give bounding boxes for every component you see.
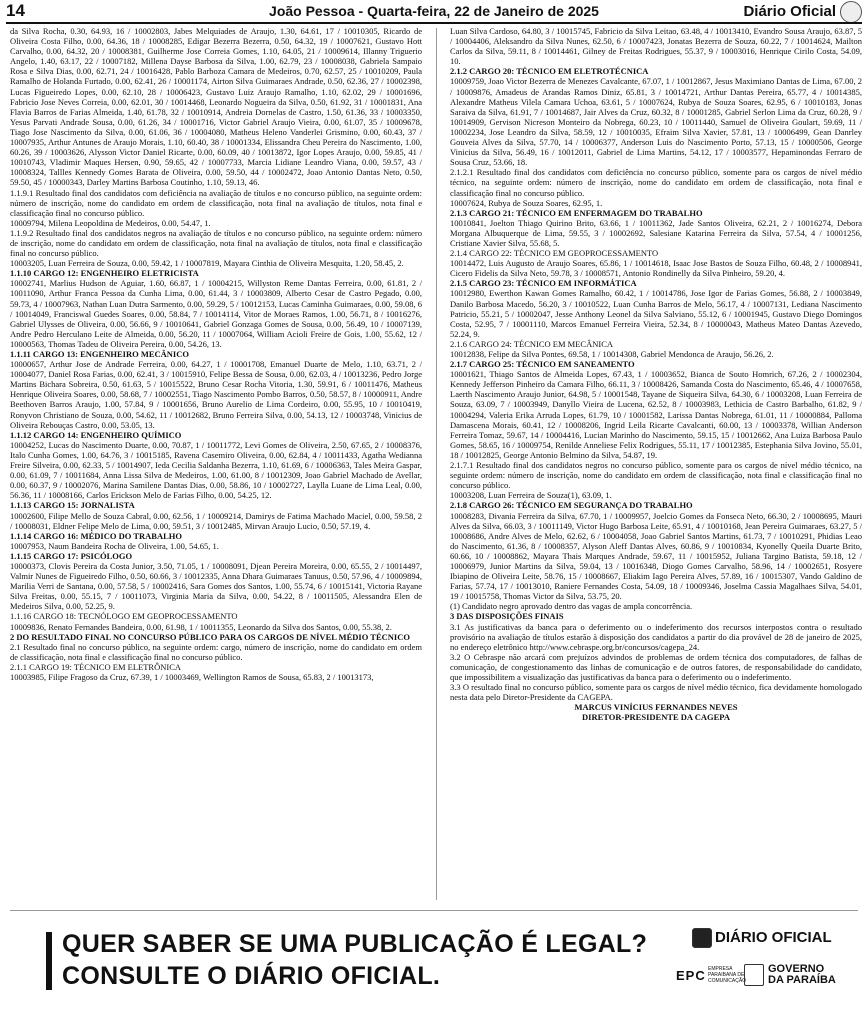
- right-heading: 2.1.7 CARGO 25: TÉCNICO EM SANEAMENTO: [450, 359, 635, 370]
- left-heading: 1.1.12 CARGO 14: ENGENHEIRO QUÍMICO: [10, 429, 182, 440]
- left-paragraph: 2.1.1 CARGO 19: TÉCNICO EM ELETRÔNICA: [10, 661, 182, 672]
- right-paragraph: 2.1.2.1 Resultado final dos candidatos com deficiência no concurso público, somente para os cargos de nível médio técnico, na seguinte ordem: número de inscrição, nome do candidato em ordem de classificação, nota final e classificação final no concurso público.: [450, 167, 862, 198]
- right-column: [450, 26, 862, 906]
- left-heading: 1.1.15 CARGO 17: PSICÓLOGO: [10, 550, 133, 561]
- diario-oficial-label: DIÁRIO OFICIAL: [715, 928, 832, 946]
- right-paragraph: 10009759, Joao Victor Bezerra de Menezes Cavalcante, 67.07, 1 / 10012867, Jesus Maximiano Dantas de Lima, 67.00, 2 / 10009876, Amadeus de Arandas Ramos Diniz, 65.81, 3 / 10014721, Arthur Dantas Pereira, 65.77, 4 / 10014385, Alexandre Matheus Vilela Camara Uchoa, 63.61, 5 / 10007624, Rubya de Souza Soares, 62.95, 6 / 10010183, Jonas Saraiva da Silva, 61.91, 7 / 10014687, Jair Alves da Cruz, 60.32, 8 / 10001285, Gabriel Serlon Lima da Cruz, 60.28, 9 / 10014909, Gervison Nicreson Monteiro da Nobrega, 60.23, 10 / 10011440, Samuel de Oliveira Goulart, 59.69, 11 / 10002234, Jose Leandro da Silva, 58.59, 12 / 10010035, Efraim Silva Xavier, 57.81, 13 / 10006499, Gean Danrley Gouveia Alves da Silva, 57.70, 14 / 10006377, Anderson Luis do Nascimento Porto, 57.13, 15 / 10000506, George Vinicius da Silva, 56.49, 16 / 10012011, Gabriel de Lima Martins, 54.12, 17 / 10003577, Hepaminondas Ferraro de Sousa Cruz, 53.66, 18.: [450, 76, 862, 168]
- right-paragraph: 10003208, Luan Ferreira de Souza(1), 63.09, 1.: [450, 490, 612, 501]
- promo-banner: [46, 928, 666, 1000]
- diario-oficial-logo: [692, 928, 832, 948]
- left-heading: 1.1.14 CARGO 16: MÉDICO DO TRABALHO: [10, 530, 182, 541]
- column-divider: [436, 28, 437, 900]
- page-number: 14: [6, 1, 25, 20]
- left-paragraph: 10009836, Renato Fernandes Bandeira, 0.00, 61.98, 1 / 10011355, Leonardo da Silva dos Santos, 0.00, 55.38, 2.: [10, 621, 392, 632]
- left-paragraph: da Silva Rocha, 0.30, 64.93, 16 / 10002803, Jabes Melquiades de Araujo, 1.30, 64.61, 17 / 10010305, Ricardo de Oliveira Costa Filho, 0.00, 64.36, 18 / 10008285, Edigar Bezerra Bezerra, 0.50, 64.32, 19 / 10007621, Gustavo Hott Carvalho, 0.00, 64.32, 20 / 10008381, Guilherme Jose Correia Gomes, 1.10, 64.05, 21 / 10009614, Illanny Triguerio Angelo, 1.40, 63.17, 22 / 10007182, Millena Dayse Barbosa da Silva, 1.00, 62.79, 23 / 10008038, Gabriela Sampaio Rosa e Silva Dias, 0.00, 62.71, 24 / 10016428, Pablo Barboza Camara de Medeiros, 0.70, 62.57, 25 / 10010209, Paula Ramalho de Holanda Furtado, 0.00, 62.41, 26 / 10001174, Airton Silva Guimaraes Andrade, 0.50, 62.36, 27 / 10002398, Lucas Figueiredo Lopes, 0.00, 62.10, 28 / 10006423, Gustavo Luiz Araujo Ramalho, 1.10, 62.02, 29 / 10001696, Fabricio Jose Neves Correia, 0.00, 62.01, 30 / 10014468, Leonardo Nogueira da Silva, 0.50, 61.92, 31 / 10001831, Ana Flavia Barros de Farias Almeida, 1.40, 61.78, 32 / 10010914, Andreia Dornelas de Castro, 1.50, 61.36, 33 / 10003350, Yesus Parvati Andrade Sousa, 0.00, 61.26, 34 / 10001716, Victor Gabriel Araujo Vieira, 0.00, 61.07, 35 / 10009678, Tiago Jose Nascimento da Silva, 0.00, 61.06, 36 / 10004080, Matheus Heleno Vanderlei Grismino, 0.00, 60.43, 37 / 10007935, Arthur Antunes de Araujo Morais, 1.10, 60.40, 38 / 10001334, Elissandra Cheu Pereira do Nascimento, 1.00, 60.26, 39 / 10003626, Alysson Victor Daniel Ricarte, 0.00, 60.09, 40 / 10013872, Igor Lopes Araujo, 0.00, 59.85, 41 / 10010743, Vladimir Maques Hersen, 0.90, 59.65, 42 / 10007733, Marcia Lidiane Leandro Viana, 0.00, 59.57, 43 / 10008324, Tallles Kennedy Gomes Barata de Oliveira, 0.00, 59.50, 44 / 10002472, Joao Antonio Dantas Neto, 0.50, 59.50, 45 / 10000343, Darley Martins Barbosa Coutinho, 1.10, 59.13, 46.: [10, 26, 422, 188]
- left-paragraph: 2.1 Resultado final no concurso público, na seguinte ordem: cargo, número de inscrição, nome do candidato em ordem de classificação, nota final e classificação final no concurso público.: [10, 641, 422, 662]
- right-paragraph: 10012980, Ewerthon Kawan Gomes Ramalho, 60.42, 1 / 10014786, Jose Igor de Farias Gomes, 56.88, 2 / 10003849, Danilo Barbosa Macedo, 56.20, 3 / 10010522, Luan Cunha Barros de Melo, 56.17, 4 / 10007131, Lediana Nascimento Patricio, 55.21, 5 / 10002047, Jesse Anthony Leonel da Silva Salviano, 55.12, 6 / 10001945, Gustavo Diego Domingos Costa, 52.95, 7 / 10001110, Marcos Emanuel Ferreira Vieira, 52.34, 8 / 10000043, Matheus Mateo Dantas Azevedo, 52.24, 9.: [450, 288, 862, 339]
- banner-bar: [46, 932, 52, 990]
- page-header: [0, 0, 868, 24]
- left-paragraph: 10003985, Filipe Fragoso da Cruz, 67.39, 1 / 10003469, Wellington Ramos de Sousa, 65.83, 2 / 10013173,: [10, 672, 374, 682]
- right-heading: 2.1.2 CARGO 20: TÉCNICO EM ELETROTÉCNICA: [450, 66, 649, 77]
- left-paragraph: 1.1.9.2 Resultado final dos candidatos negros na avaliação de títulos e no concurso público, na seguinte ordem: número de inscrição, nome do candidato em ordem de classificação, nota final na avaliação de títulos, nota final e classificação final no concurso público.: [10, 227, 422, 259]
- gov-line-2: DA PARAÍBA: [768, 974, 836, 986]
- footer-rule: [10, 910, 858, 911]
- right-paragraph: 10012838, Felipe da Silva Pontes, 69.58, 1 / 10014308, Gabriel Mendonca de Araujo, 56.26, 2.: [450, 349, 774, 359]
- right-paragraph: 2.1.7.1 Resultado final dos candidatos negros no concurso público, somente para os cargos de nível médio técnico, na seguinte ordem: número de inscrição, nome do candidato em ordem de classificação, nota final e classificação final no concurso público.: [450, 460, 862, 491]
- banner-line-2: CONSULTE O DIÁRIO OFICIAL.: [62, 962, 441, 990]
- right-paragraph: 3.1 As justificativas da banca para o deferimento ou o indeferimento dos recursos interpostos contra o resultado provisório na avaliação de títulos estarão à disposição dos candidatos a partir do dia provável de 28 de janeiro de 2025, no endereço eletrônico http://www.cebraspe.org.br/concursos/cagepa_24.: [450, 621, 862, 652]
- right-paragraph: 10007624, Rubya de Souza Soares, 62.95, 1.: [450, 197, 603, 208]
- right-paragraph: 3.3 O resultado final no concurso público, somente para os cargos de nível médio técnico, fica devidamente homologado nesta data pelo Diretor-Presidente da CAGEPA.: [450, 682, 862, 703]
- left-paragraph: 1.1.9.1 Resultado final dos candidatos com deficiência na avaliação de títulos e no concurso público, na seguinte ordem: número de inscrição, nome do candidato em ordem de classificação, nota final na avaliação de títulos, nota final e classificação final no concurso público.: [10, 187, 422, 218]
- left-paragraph: 10004252, Lucas do Nascimento Duarte, 0.00, 70.87, 1 / 10011772, Levi Gomes de Oliveira, 2.50, 67.65, 2 / 10008376, Italo Cunha Gomes, 1.00, 64.76, 3 / 10015185, Ravena Casemiro Oliveira, 0.00, 62.84, 4 / 10011433, Agatha Wedianna Freire Silveira, 0.00, 62.33, 5 / 10014907, Ieda Cecilia Saldanha Bezerra, 1.10, 61.69, 6 / 10006363, Tales Meira Gaspar, 0.00, 61.09, 7 / 10011684, Anna Lissa Silva de Medeiros, 1.00, 61.00, 8 / 10012309, Joao Gabriel Machado de Avellar, 0.00, 60.37, 9 / 10002076, Marina Samilene Dantas Dias, 0.00, 58.86, 10 / 10002727, Laylla Luane de Lima Leal, 0.00, 56.36, 11 / 10008166, Carlos Erickson Melo de Farias Filho, 0.00, 54.25, 12.: [10, 439, 422, 501]
- right-paragraph: Luan Silva Cardoso, 64.80, 3 / 10015745, Fabricio da Silva Leitao, 63.48, 4 / 10013410, Evandro Sousa Araujo, 63.87, 5 / 10004406, Aleksandro da Silva Nunes, 62.50, 6 / 10007423, Jonatas Bezerra de Souza, 60.22, 7 / 10014624, Mailton Carlos da Silva, 59.11, 8 / 10014461, Gilney de Freitas Rodrigues, 55.37, 9 / 10003016, Henrique Cirilo Costa, 54.09, 10.: [450, 26, 862, 67]
- epc-caption: EMPRESA PARAIBANA DE COMUNICAÇÃO: [708, 966, 747, 984]
- right-paragraph: 10014472, Luis Augusto de Araujo Soares, 65.86, 1 / 10014618, Isaac Jose Bastos de Souza Filho, 60.48, 2 / 10008941, Cicero Fidelis da Silva Neto, 59.78, 3 / 10008571, Antonio Rondinelly da Silva Pinheiro, 59.20, 4.: [450, 258, 862, 279]
- publication-brand: Diário Oficial: [743, 3, 836, 20]
- left-heading: 2 DO RESULTADO FINAL NO CONCURSO PÚBLICO PARA OS CARGOS DE NÍVEL MÉDIO TÉCNICO: [10, 631, 410, 642]
- left-paragraph: 1.1.16 CARGO 18: TECNÓLOGO EM GEOPROCESSAMENTO: [10, 611, 238, 622]
- right-heading: 2.1.8 CARGO 26: TÉCNICO EM SEGURANÇA DO TRABALHO: [450, 500, 693, 511]
- right-heading: 2.1.3 CARGO 21: TÉCNICO EM ENFERMAGEM DO TRABALHO: [450, 207, 703, 218]
- right-signature: DIRETOR-PRESIDENTE DA CAGEPA: [582, 712, 730, 723]
- government-crest-icon: [744, 964, 764, 986]
- left-heading: 1.1.11 CARGO 13: ENGENHEIRO MECÂNICO: [10, 349, 189, 359]
- epc-logo: EPC: [676, 968, 706, 983]
- left-column: [10, 26, 422, 906]
- left-paragraph: 10000657, Arthur Jose de Andrade Ferreira, 0.00, 64.27, 1 / 10001708, Emanuel Duarte de Melo, 1.10, 63.71, 2 / 10004077, Daniel Rosa Farias, 0.00, 62.41, 3 / 10015910, Felipe Bessa de Sousa, 0.00, 62.03, 4 / 10013236, Pedro Jorge Martins Bichara Sobreira, 0.50, 61.63, 5 / 10015522, Bruno Cesar Rocha Vitoria, 1.30, 59.91, 6 / 10011476, Matheus Henrique Oliveira Soares, 0.00, 58.68, 7 / 10002551, Tiago Nascimento Pombo Barros, 0.50, 58.57, 8 / 10000911, Andre Beethoven Barros Araujo, 1.00, 57.84, 9 / 10001656, Bruno Aurelio de Lima Cordeiro, 0.00, 55.95, 10 / 10010419, Ronyvon Christiano de Souza, 0.00, 54.62, 11 / 10012682, Bruno Ferreira Silva, 0.00, 54.13, 12 / 10003748, Vinicius de Oliveira Rebouças Castro, 0.00, 53.05, 13.: [10, 359, 422, 430]
- edition-date: João Pessoa - Quarta-feira, 22 de Janeiro de 2025: [269, 3, 599, 19]
- right-paragraph: 10008283, Divania Ferreira da Silva, 67.70, 1 / 10009957, Joelcio Gomes da Fonseca Neto, 66.30, 2 / 10008695, Mauri Alves da Silva, 66.03, 3 / 10011149, Victor Hugo Barbosa Leite, 65.91, 4 / 10010168, Jean Pereira Guimaraes, 63.27, 5 / 10008686, Andre Alves de Melo, 62.62, 6 / 10004058, Joao Gabriel Santos Martins, 61.73, 7 / 10010291, Phidias Leao do Nascimento, 61.36, 8 / 10008357, Alyson Aleff Dantas Alves, 60.86, 9 / 10010834, Kyonelly Queila Duarte Brito, 60.66, 10 / 10008862, Mayara Thais Marques Andrade, 59.67, 11 / 10015952, Juliana Targino Batista, 59.18, 12 / 10006979, Junior Martins da Silva, 59.04, 13 / 10016348, Diogo Gomes Carvalho, 58.96, 14 / 10002651, Rosyere Ibiapino de Oliveira Leite, 58.76, 15 / 10008667, Eliakim Iago Pereira Alves, 57.89, 16 / 10015307, Vando Galdino de Farias, 57.74, 17 / 10013010, Raniere Fernandes Costa, 54.09, 18 / 10009346, Joselma Cassia Magalhaes Silva, 54.01, 19 / 10015758, Thomas Victor da Silva, 53.75, 20.: [450, 510, 862, 602]
- right-signature: MARCUS VINÍCIUS FERNANDES NEVES: [574, 702, 738, 713]
- left-heading: 1.1.13 CARGO 15: JORNALISTA: [10, 500, 135, 511]
- diario-oficial-icon: [692, 928, 712, 948]
- right-paragraph: 3.2 O Cebraspe não arcará com prejuízos advindos de problemas de ordem técnica dos computadores, de falhas de comunicação, de congestionamento das linhas de comunicação e de outros fatores, de responsabilidade do candidato, que impossibilitem a visualização das justificativas da banca para o deferimento ou o indeferimento.: [450, 651, 862, 682]
- left-paragraph: 10002741, Marlius Hudson de Aguiar, 1.60, 66.87, 1 / 10004215, Willyston Reme Dantas Ferreira, 0.00, 61.81, 2 / 10011090, Arthur Franca Pessoa da Cunha Lima, 0.00, 61.44, 3 / 10003809, Alberto Cesar de Castro Pegado, 0.00, 59.73, 4 / 10007963, Nathan Luan Dutra Sarmento, 0.00, 59.29, 5 / 10012153, Lucas Caminha Guimaraes, 0.00, 59.08, 6 / 10014049, Franciswal Guedes Soares, 0.00, 58.84, 7 / 10014114, Vitor de Moraes Ramos, 1.00, 56.71, 8 / 10016276, Gabriel Ulysses de Oliveira, 0.00, 56.66, 9 / 10010641, Gabriel Gonzaga Gomes de Sousa, 0.00, 56.49, 10 / 10007139, Andre Pedro Herculano Leite de Almeida, 0.00, 56.20, 11 / 10007064, William Acioli Freire de Gois, 1.00, 55.62, 12 / 10000563, Thomas Tadeu de Oliveira Pereira, 0.00, 54.26, 13.: [10, 278, 422, 349]
- right-paragraph: 10010841, Joelton Thiago Quirino Brito, 63.66, 1 / 10011362, Jade Santos Oliveira, 62.21, 2 / 10016274, Debora Morgana Albuquerque de Lima, 59.55, 3 / 10002692, Salesiane Katarina Ferreira da Silva, 57.54, 4 / 10001256, Cristiane Xavier Silva, 55.68, 5.: [450, 217, 862, 248]
- government-logo: [768, 964, 836, 986]
- left-paragraph: 10003205, Luan Ferreira de Souza, 0.00, 59.42, 1 / 10007819, Mayara Cinthia de Oliveira Mesquita, 1.20, 58.45, 2.: [10, 258, 404, 269]
- paraiba-seal-icon: [840, 1, 862, 23]
- left-paragraph: 10007953, Naum Bandeira Rocha de Oliveira, 1.00, 54.65, 1.: [10, 540, 219, 551]
- left-paragraph: 10000373, Clovis Pereira da Costa Junior, 3.50, 71.05, 1 / 10008091, Djean Pereira Moreira, 0.00, 65.55, 2 / 10014497, Valmir Nunes de Figueiredo Filho, 0.50, 60.66, 3 / 10012335, Anna Dhara Guimaraes Tanuus, 0.50, 57.96, 4 / 10009894, Marilia Verri de Santana, 0.00, 57.58, 5 / 10002416, Sara Gomes dos Santos, 1.00, 55.74, 6 / 10015141, Victoria Rayane Silva Freitas, 0.00, 55.15, 7 / 10011073, Virginia Maria da Silva, 0.00, 54.22, 8 / 10011505, Alessandra Elen de Medeiros Silva, 0.00, 52.25, 9.: [10, 560, 422, 612]
- left-paragraph: 10009794, Milena Leopoldina de Medeiros, 0.00, 54.47, 1.: [10, 217, 211, 228]
- banner-line-1: QUER SABER SE UMA PUBLICAÇÃO É LEGAL?: [62, 930, 648, 958]
- left-paragraph: 10002600, Filipe Mello de Souza Cabral, 0.00, 62.56, 1 / 10009214, Damirys de Fatima Machado Maciel, 0.00, 59.58, 2 / 10008031, Eldner Felipe Melo de Lima, 0.00, 59.51, 3 / 10012485, Mirvan Araujo Lucio, 0.50, 57.19, 4.: [10, 510, 422, 531]
- right-heading: 3 DAS DISPOSIÇÕES FINAIS: [450, 611, 564, 622]
- footer-logos: [676, 924, 856, 1014]
- left-heading: 1.1.10 CARGO 12: ENGENHEIRO ELETRICISTA: [10, 268, 199, 279]
- right-paragraph: 2.1.4 CARGO 22: TÉCNICO EM GEOPROCESSAMENTO: [450, 248, 659, 259]
- right-paragraph: (1) Candidato negro aprovado dentro das vagas de ampla concorrência.: [450, 601, 693, 612]
- header-rule: [6, 22, 862, 24]
- right-paragraph: 2.1.6 CARGO 24: TÉCNICO EM MECÂNICA: [450, 338, 614, 349]
- gov-line-1: GOVERNO: [768, 963, 825, 975]
- right-paragraph: 10001621, Thiago Santos de Almeida Lopes, 67.43, 1 / 10003652, Bianca de Souto Homrich, 67.26, 2 / 10002304, Kennedy Jefferson Pinheiro da Camara Filho, 66.11, 3 / 10008426, Samanda Costa do Nascimento, 65.46, 4 / 10007658, Laerth Nascimento Araujo Junior, 64.98, 5 / 10001548, Tayane de Siqueira Silva, 64.30, 6 / 10003208, Luan Ferreira de Souza, 63.09, 7 / 10003949, Danyllo Vieira de Lucena, 62.52, 8 / 10003983, Lethicia de Castro Barbalho, 61.82, 9 / 10004294, Valeria Erika Arruda Lopes, 61.79, 10 / 10001582, Larissa Dantas Nobrega, 61.01, 11 / 10000884, Palloma Damascena Morais, 60.41, 12 / 10008206, Ingrid Leila Ricarte Cavalcanti, 60.00, 13 / 10003378, Willian Anderson Ferreira Tomaz, 59.67, 14 / 10004416, Lucian Marinho do Nascimento, 59.15, 15 / 10012662, Ana Luiza Barbosa Paulo Gomes, 58.65, 16 / 10009754, Renilde Anneliese Felix Rodrigues, 55.11, 17 / 10012385, Estephania Silva Jovino, 55.01, 18 / 10012825, George Antonio Belmino da Silva, 54.87, 19.: [450, 369, 862, 460]
- right-heading: 2.1.5 CARGO 23: TÉCNICO EM INFORMÁTICA: [450, 278, 637, 289]
